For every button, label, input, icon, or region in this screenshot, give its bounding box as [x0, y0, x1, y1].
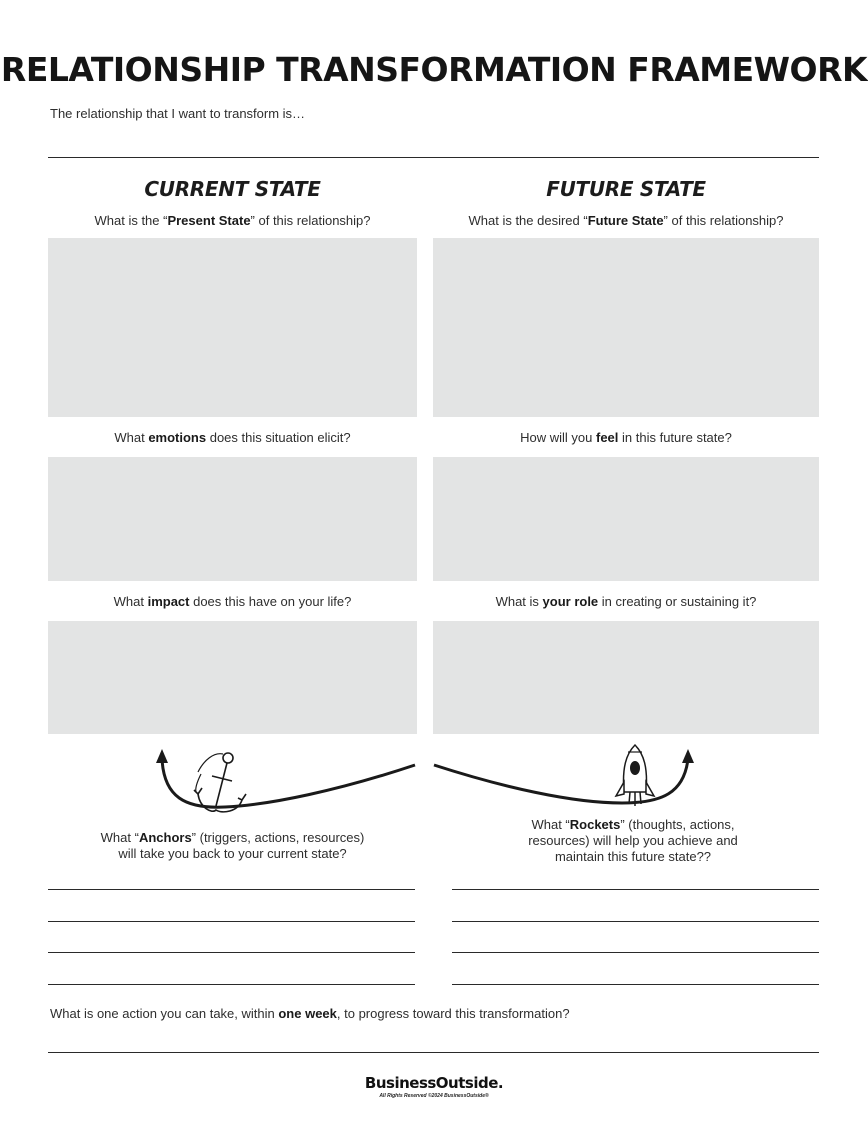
page-title: RELATIONSHIP TRANSFORMATION FRAMEWORK — [0, 50, 868, 89]
emotions-answer-box[interactable] — [48, 457, 417, 581]
anchors-answer-line[interactable] — [48, 889, 415, 890]
rockets-answer-line[interactable] — [452, 889, 819, 890]
anchors-answer-line[interactable] — [48, 921, 415, 922]
relationship-prompt: The relationship that I want to transform is… — [50, 106, 306, 121]
rockets-answer-line[interactable] — [452, 952, 819, 953]
rocket-icon — [612, 742, 658, 810]
feel-answer-box[interactable] — [433, 457, 819, 581]
copyright-text: All Rights Reserved ©2024 BusinessOutside® — [379, 1093, 489, 1099]
rockets-answer-line[interactable] — [452, 921, 819, 922]
business-outside-logo: BusinessOutside. — [364, 1074, 504, 1092]
relationship-answer-line[interactable] — [48, 157, 819, 158]
present-state-question: What is the “Present State” of this relationship? — [94, 213, 371, 228]
rocket-curve-arrow — [432, 745, 702, 815]
future-state-question: What is the desired “Future State” of this relationship? — [468, 213, 784, 228]
one-week-action-question: What is one action you can take, within one week, to progress toward this transformation? — [50, 1006, 570, 1021]
present-state-answer-box[interactable] — [48, 238, 417, 417]
role-answer-box[interactable] — [433, 621, 819, 734]
future-state-heading: FUTURE STATE — [546, 177, 706, 201]
anchors-answer-line[interactable] — [48, 952, 415, 953]
impact-answer-box[interactable] — [48, 621, 417, 734]
future-state-answer-box[interactable] — [433, 238, 819, 417]
anchors-answer-line[interactable] — [48, 984, 415, 985]
emotions-question: What emotions does this situation elicit? — [114, 430, 351, 445]
impact-question: What impact does this have on your life? — [113, 594, 352, 609]
anchor-icon — [192, 748, 250, 820]
feel-question: How will you feel in this future state? — [520, 430, 732, 445]
rockets-answer-line[interactable] — [452, 984, 819, 985]
current-state-heading: CURRENT STATE — [144, 177, 321, 201]
one-week-action-answer-line[interactable] — [48, 1052, 819, 1053]
role-question: What is your role in creating or sustaining it? — [495, 594, 757, 609]
anchor-curve-arrow — [150, 745, 420, 815]
anchors-question: What “Anchors” (triggers, actions, resources) will take you back to your current state? — [100, 830, 365, 861]
rockets-question: What “Rockets” (thoughts, actions, resources) will help you achieve and maintain this future state?? — [528, 817, 738, 864]
